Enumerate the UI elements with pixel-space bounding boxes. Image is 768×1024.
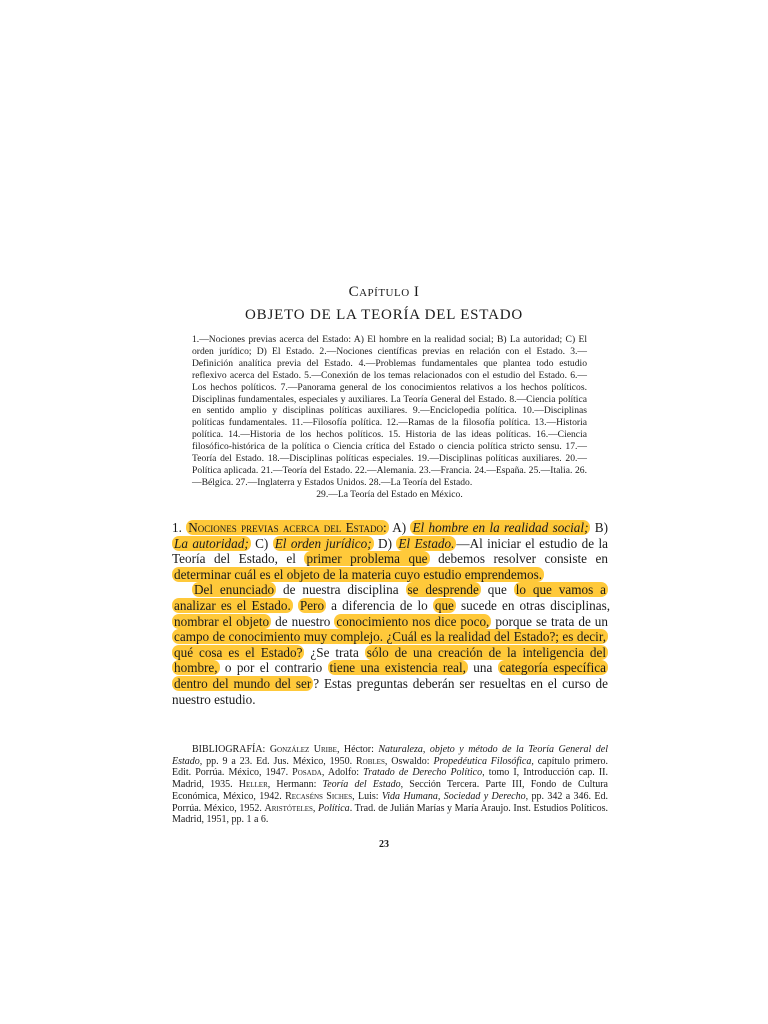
text-segment: , Héctor: <box>336 744 379 755</box>
text-segment: porque se trata de un <box>491 613 608 629</box>
chapter-summary <box>192 334 587 501</box>
text-segment: , pp. 342 a 346. Ed. Porrúa. México, 1952. <box>172 790 609 814</box>
main-text <box>172 520 608 707</box>
author-name: Aristóteles <box>264 802 313 814</box>
text-segment: , Adolfo: <box>321 767 364 779</box>
text-segment: ¿Se trata <box>304 644 365 660</box>
highlighted-text: Nociones previas acerca del Estado: <box>188 520 387 535</box>
work-title: Política <box>318 802 350 814</box>
text-segment: , Hermann: <box>267 779 323 791</box>
highlighted-text: Del enunciado <box>194 582 275 598</box>
text-segment: , <box>312 802 319 814</box>
highlighted-text: tiene una existencia real, <box>329 660 466 676</box>
highlighted-text: determinar cuál es el objeto de la materia cuyo estudio emprendemos. <box>174 566 543 582</box>
highlighted-text: nombrar el objeto <box>174 613 270 629</box>
text-segment: sucede en otras disciplinas, <box>455 597 610 613</box>
author-name: Recaséns Siches <box>285 790 353 802</box>
highlighted-text: que <box>434 597 454 613</box>
text-segment: B) <box>590 520 608 535</box>
work-title: Teoría del Estado <box>322 779 401 791</box>
author-name: Heller <box>238 779 268 791</box>
highlighted-text: primer problema que <box>306 551 428 567</box>
summary-text: 1.—Nociones previas acerca del Estado: A) El hombre en la realidad social; B) La autoridad; C) El orden jurídico; D) El Estado. 2.—Nociones científicas previas en relación con el Estado. 3.—Definición analítica previa del Estado. 4.—Problemas fundamentales que plantea todo estudio reflexivo acerca del Estado. 5.—Conexión de los temas relacionados con el estudio del Estado. 6.—Los hechos políticos. 7.—Panorama general de los conocimientos relativos a los hechos políticos. Disciplinas fundamentales, especiales y auxiliares. La Teoría General del Estado. 8.—Ciencia política en sentido amplio y disciplinas políticas auxiliares. 9.—Enciclopedia política. 10.—Disciplinas políticas fundamentales. 11.—Filosofía política. 12.—Ramas de la filosofía política. 13.—Historia política. 14.—Historia de los hechos políticos. 15. Historia de las ideas políticas. 16.—Ciencia filosófico-histórica de la política o Ciencia crítica del Estado o ciencia política stricto sensu. 17.—Teoría del Estado. 18.—Disciplinas políticas especiales. 19.—Disciplinas políticas auxiliares. 20.—Política aplicada. 21.—Teoría del Estado. 22.—Alemania. 23.—Francia. 24.—España. 25.—Italia. 26.—Bélgica. 27.—Inglaterra y Estados Unidos. 28.—La Teoría del Estado. <box>192 334 587 488</box>
text-segment: , capítulo primero. Edit. Porrúa. México, 1947. <box>172 755 608 779</box>
text-segment: , Luis: <box>352 790 382 802</box>
author-name: González Uribe <box>269 744 337 755</box>
work-title: Naturaleza, objeto y método de la Teoría General del Estado <box>172 744 608 767</box>
text-segment: que <box>480 582 514 598</box>
text-segment: , pp. 9 a 23. Ed. Jus. México, 1950. <box>199 755 357 767</box>
highlighted-text: categoría específica dentro del mundo del ser <box>174 660 607 691</box>
highlighted-text: lo que vamos a analizar es el Estado. <box>174 582 606 613</box>
text-segment: a diferencia de lo <box>326 597 433 613</box>
paragraph-1 <box>172 520 608 582</box>
highlighted-text: se desprende <box>407 582 479 598</box>
summary-last-line: 29.—La Teoría del Estado en México. <box>316 488 463 500</box>
text-segment: —Al iniciar el estudio de la Teoría del Estado, el <box>172 535 608 567</box>
highlighted-text: El hombre en la realidad social; <box>412 520 589 535</box>
highlighted-text: sólo de una creación de la inteligencia del hombre, <box>174 644 607 676</box>
author-name: Robles <box>356 755 385 767</box>
text-segment: debemos resolver consiste en <box>429 551 608 567</box>
text-segment: D) <box>373 535 397 551</box>
highlighted-text: Pero <box>299 597 325 613</box>
work-title: Tratado de Derecho Político <box>363 767 483 779</box>
work-title: Propedéutica Filosófica <box>433 755 532 767</box>
page-number: 23 <box>379 839 389 850</box>
text-segment: de nuestra disciplina <box>276 582 406 598</box>
text-segment: A) <box>388 520 411 535</box>
paragraph-2 <box>172 582 608 707</box>
chapter-label-text: Capítulo I <box>348 284 420 300</box>
text-segment: BIBLIOGRAFÍA: <box>192 744 270 755</box>
text-segment: , Oswaldo: <box>384 755 434 767</box>
chapter-label <box>0 284 768 301</box>
work-title: Vida Humana, Sociedad y Derecho <box>381 790 526 802</box>
text-segment: , tomo I, Introducción cap. II. Madrid, 1935. <box>172 767 608 791</box>
text-segment: de nuestro <box>271 613 335 629</box>
text-segment: 1. <box>172 520 187 535</box>
author-name: Posada <box>292 767 322 779</box>
bibliography <box>172 744 608 826</box>
text-segment: una <box>467 660 498 676</box>
highlighted-text: campo de conocimiento muy complejo. ¿Cuál es la realidad del Estado?; es decir, qué cosa es el Estado? <box>174 629 606 660</box>
text-segment: . Trad. de Julián Marías y María Araujo. Inst. Estudios Políticos. Madrid, 1951, pp. 1 a 6. <box>172 802 608 826</box>
text-segment: C) <box>250 535 273 551</box>
highlighted-text: conocimiento nos dice poco, <box>336 613 490 629</box>
chapter-title: OBJETO DE LA TEORÍA DEL ESTADO <box>245 307 523 323</box>
highlighted-text: La autoridad; <box>174 535 249 551</box>
highlighted-text: El orden jurídico; <box>274 535 372 551</box>
text-segment: ? Estas preguntas deberán ser resueltas en el curso de nuestro estudio. <box>172 675 609 707</box>
text-segment: , Sección Tercera. Parte III, Fondo de Cultura Económica, México, 1942. <box>172 779 608 802</box>
highlighted-text: El Estado. <box>398 535 455 551</box>
text-segment: o por el contrario <box>219 660 328 676</box>
bibliography-text <box>172 744 608 826</box>
